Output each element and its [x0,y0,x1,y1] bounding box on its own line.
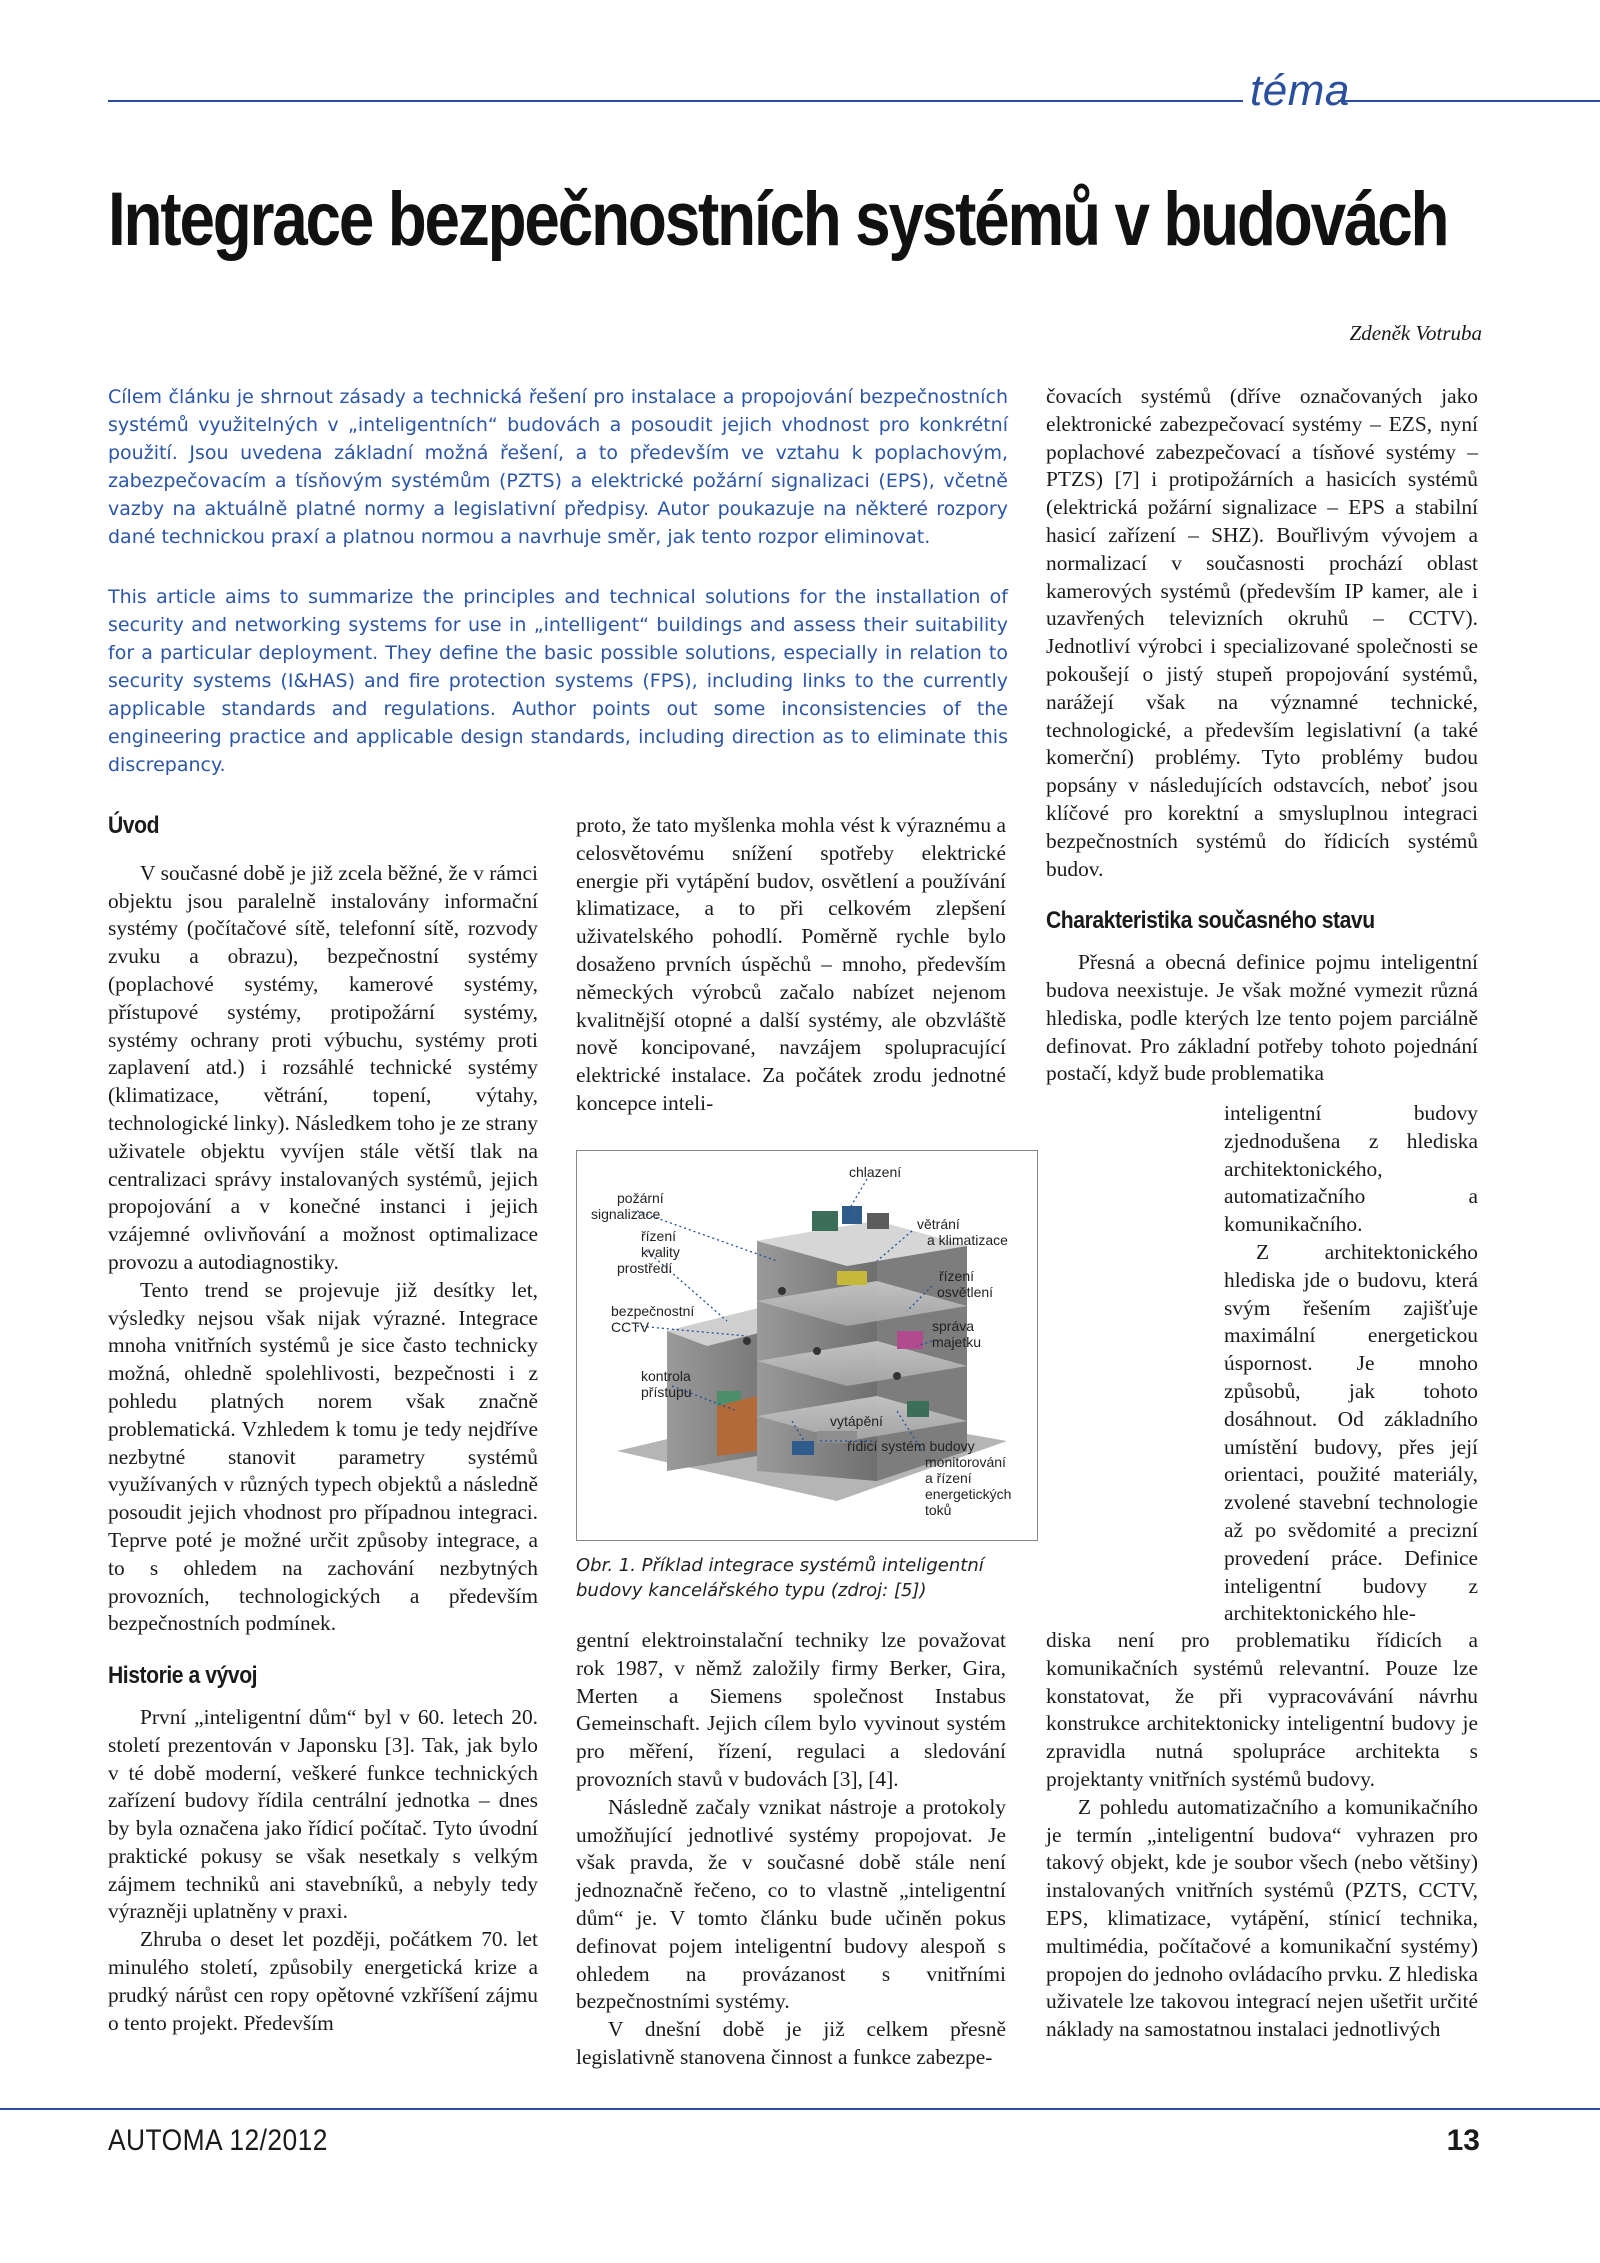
header-rule-left [108,100,1243,102]
building-illustration [577,1151,1037,1540]
label-energetickych: energetických [925,1486,1012,1502]
article-title: Integrace bezpečnostních systémů v budovách [108,177,1448,262]
label-signalizace: signalizace [591,1206,661,1222]
col3-paragraph-2a: Přesná a obecná definice pojmu inteligentní budova neexistuje. Je však možné vymezit různá hlediska, podle kterých lze tento pojem parciálně definovat. Pro základní potřeby tohoto pojednání postačí, když bude problematika [1046,950,1478,1086]
label-klimatizace: a klimatizace [927,1232,1008,1248]
label-rizeni-kvality: řízení [641,1228,677,1244]
uvod-paragraph-1: V současné době je již zcela běžné, že v rámci objektu jsou paralelně instalovány informační systémy (počítačové sítě, telefonní sítě, rozvody zvuku a obrazu), bezpečnostní systémy (poplachové systémy, kamerové systémy, přístupové systémy, protipožární systémy, systémy ochrany proti výbuchu, systémy proti zaplavení atd.) i rozsáhlé technické systémy (klimatizace, větrání, topení, výtahy, technologické linky). Následkem toho je ze strany uživatele objektu vyvíjen stále větší tlak na centralizaci správy instalovaných systémů, jejich propojování a v konečné instanci i jejich vzájemné ovlivňování a možnost optimalizace provozu a autodiagnostiky. [108,860,538,1274]
col2-paragraph-3: Následně začaly vznikat nástroje a protokoly umožňující jednotlivé systémy propojovat. Je však pravda, že v současné době stále není jednoznačně řečeno, co to vlastně „inteligentní dům“ je. V tomto článku bude učiněn pokus definovat pojem inteligentní budovy alespoň s ohledem na provázanost s vnitřními bezpečnostními systémy. [576,1794,1006,2014]
section-label: téma [1250,66,1350,115]
journal-issue: AUTOMA 12/2012 [108,2124,328,2157]
historie-paragraph-2: Zhruba o deset let později, počátkem 70. let minulého století, způsobily energetická krize a prudký nárůst cen ropy opětovné vzkříšení zájmu o tento projekt. Především [108,1927,538,2035]
figure-caption: Obr. 1. Příklad integrace systémů inteligentní budovy kancelářského typu (zdroj: [5]) [576,1555,984,1601]
column-3-narrow [1224,1100,1478,1628]
label-vetrani: větrání [917,1216,960,1232]
col3-paragraph-1: čovacích systémů (dříve označovaných jako elektronické zabezpečovací systémy – EZS, nyní poplachové zabezpečovací a tísňové systémy – PTZS) [7] i protipožárních a hasicích systémů (elektrická požární signalizace – EPS a stabilní hasicí zařízení – SHZ). Bouřlivým vývojem a normalizací v současnosti prochází oblast kamerových systémů (především IP kamer, ale i uzavřených televizních okruhů – CCTV). Jednotliví výrobci i specializované společnosti se pokoušejí o jistý stupeň propojování systémů, narážejí však na významné technické, technologické, a především legislativní (a také komerční) problémy. Tyto problémy budou popsány v následujících odstavcích, neboť jsou klíčové pro korektní a smysluplnou integraci bezpečnostních systémů do řídicích systémů budov. [1046,384,1478,881]
label-chlazeni: chlazení [849,1164,902,1180]
column-2-bottom [576,1627,1006,2072]
label-kvality: kvality [641,1244,680,1260]
label-ridici-system: řídicí systém budovy [847,1438,975,1454]
col2-paragraph-1: proto, že tato myšlenka mohla vést k výraznému a celosvětovému snížení spotřeby elektrické energie při vytápění budov, osvětlení a používání klimatizace, a to při celkovém zlepšení uživatelského pohodlí. Poměrně rychle bylo dosaženo prvních úspěchů – mnoho, především německých výrobců začalo nabízet nejenom kvalitnější otopné a další systémy, ale obzvláště nově koncipované, navzájem spolupracující elektrické instalace. Za počátek zrodu jednotné koncepce inteli- [576,813,1006,1115]
label-a-rizeni: a řízení [925,1470,972,1486]
footer-rule [0,2108,1600,2110]
heading-charakteristika: Charakteristika současného stavu [1046,907,1375,935]
label-toku: toků [925,1502,952,1518]
abstract-czech: Cílem článku je shrnout zásady a technická řešení pro instalace a propojování bezpečnostních systémů využitelných v „inteligentních“ budovách a posoudit jejich vhodnost pro konkrétní použití. Jsou uvedena základní možná řešení, a to především ve vztahu k poplachovým, zabezpečovacím a tísňovým systémům (PZTS) a elektrické požární signalizaci (EPS), včetně vazby na aktuálně platné normy a legislativní předpisy. Autor poukazuje na některé rozpory dané technickou praxí a platnou normou a navrhuje směr, jak tento rozpor eliminovat. [108,386,1008,548]
label-cctv: CCTV [611,1319,650,1335]
label-sprava: správa [932,1318,975,1334]
page-number: 13 [1446,2124,1480,2157]
label-pozarni: požární [617,1190,664,1206]
col3-paragraph-4: Z pohledu automatizačního a komunikačního je termín „inteligentní budova“ vyhrazen pro takový objekt, kde je soubor všech (nebo většiny) instalovaných vnitřních systémů (PZTS, CCTV, EPS, klimatizace, vytápění, stínicí technika, multimédia, počítačové a komunikační systémy) propojen do jednoho ovládacího prvku. Z hlediska uživatele lze takovou integrací nejen ušetřit určité náklady na samostatnou instalaci jednotlivých [1046,1794,1478,2042]
label-bezpecnostni: bezpečnostní [611,1303,695,1319]
column-3 [1046,383,1478,1088]
label-monitorovani: monitorování [925,1454,1006,1470]
column-1 [108,812,538,2037]
col3-paragraph-3a: Z architektonického hlediska jde o budovu, která svým řešením zajišťuje maximální energetickou úspornost. Je mnoho způsobů, jak tohoto dosáhnout. Od základního umístění budovy, přes její orientaci, použité materiály, zvolené stavební technologie až po svědomité a precizní provedení práce. Definice inteligentní budovy z architektonického hle- [1224,1239,1478,1626]
label-kontrola: kontrola [641,1368,691,1384]
label-vytapeni: vytápění [830,1413,883,1429]
column-3-bottom [1046,1627,1478,2044]
col3-paragraph-3b: diska není pro problematiku řídicích a komunikačních systémů relevantní. Pouze lze konstatovat, že při vypracovávání návrhu konstrukce architektonicky inteligentní budovy je zpravidla nutná spolupráce architekta s projektanty vnitřních systémů budovy. [1046,1628,1478,1791]
label-osvetleni: osvětlení [937,1284,994,1300]
abstract-english: This article aims to summarize the principles and technical solutions for the installation of security and networking systems for use in „intelligent“ buildings and assess their suitability for a particular deployment. They define the basic possible solutions, especially in relation to security systems (I&HAS) and fire protection systems (FPS), including links to the currently applicable standards and regulations. Author points out some inconsistencies of the engineering practice and applicable design standards, including direction as to eliminate this discrepancy. [108,586,1008,776]
label-prostredi: prostředí [617,1260,673,1276]
col2-paragraph-4: V dnešní době je již celkem přesně legislativně stanovena činnost a funkce zabezpe- [576,2017,1006,2069]
entrance [717,1396,757,1456]
figure-building-integration [576,1150,1038,1541]
column-2-top [576,812,1006,1118]
uvod-paragraph-2: Tento trend se projevuje již desítky let, výsledky nejsou však nijak výrazné. Integrace mnoha vnitřních systémů je sice často technicky možná, ohledně spolehlivosti, bezpečnosti i z pohledu platných norem však značně problematická. Vzhledem k tomu je tedy nejdříve nezbytné stanovit parametry systémů využívaných v různých typech objektů a následně posoudit jejich vhodnost pro případnou integraci. Teprve poté je možné určit způsoby integrace, a to s ohledem na zachování nezbytných provozních, technologických a především bezpečnostních podmínek. [108,1277,538,1636]
label-pristupu: přístupu [641,1384,692,1400]
col3-paragraph-2b: inteligentní budovy zjednodušena z hlediska architektonického, automatizačního a komunikačního. [1224,1101,1478,1237]
col2-paragraph-2: gentní elektroinstalační techniky lze považovat rok 1987, v němž založily firmy Berker, Gira, Merten a Siemens společnost Instabus Gemeinschaft. Jejich cílem bylo vyvinout systém pro měření, řízení, regulaci a sledování provozních stavů v budovách [3], [4]. [576,1628,1006,1791]
label-rizeni-osvetleni: řízení [939,1268,975,1284]
historie-paragraph-1: První „inteligentní dům“ byl v 60. letech 20. století prezentován v Japonsku [3]. Tak, jak bylo v té době moderní, veškeré funkce technických zařízení budovy řídila centrální jednotka – dnes by byla označena jako řídicí počítač. Tyto úvodní praktické pokusy se však nesetkaly s velkým zájmem techniků ani stavebníků, a nebyly tedy výrazněji uplatněny v praxi. [108,1704,538,1924]
heading-historie: Historie a vývoj [108,1662,258,1690]
heading-uvod: Úvod [108,812,160,839]
header-rule-right [1338,100,1600,102]
label-majetku: majetku [932,1334,982,1350]
article-author: Zdeněk Votruba [1349,321,1482,345]
